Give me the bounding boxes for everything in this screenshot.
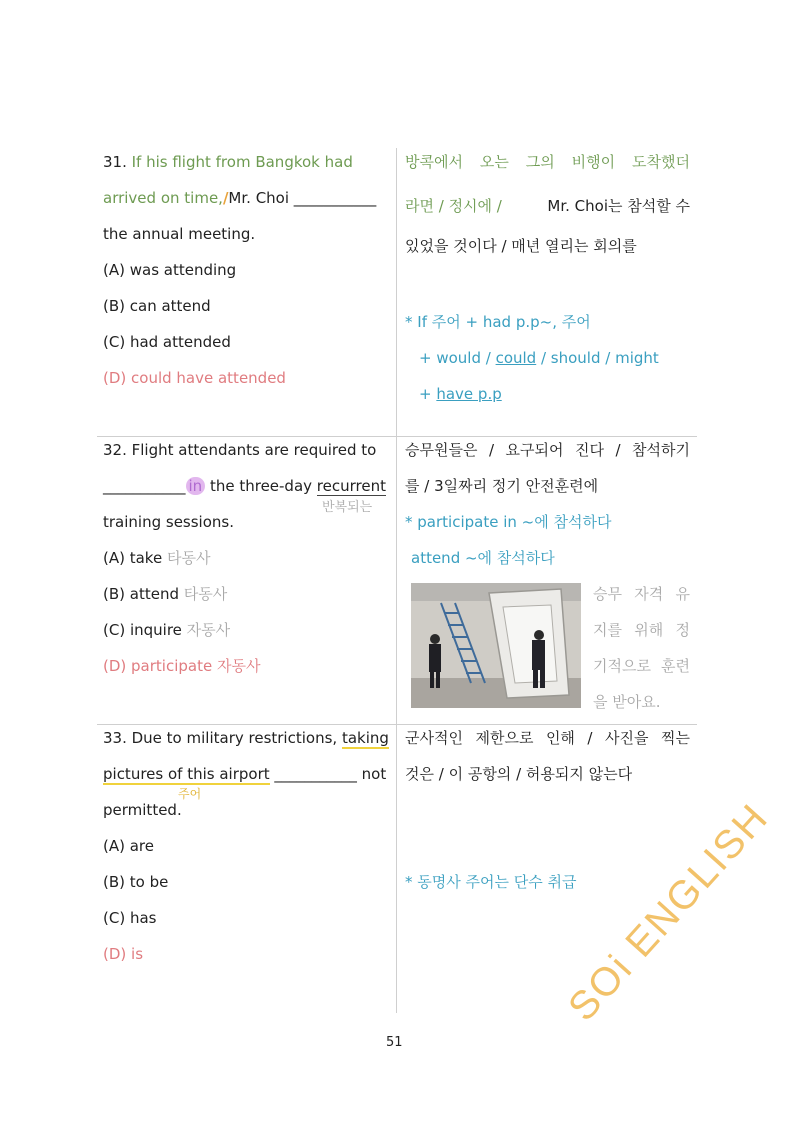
word: 제한으로 <box>475 729 534 747</box>
q32-line2 <box>103 476 386 496</box>
word: 유 <box>675 585 690 603</box>
word: 참석하기 <box>632 441 690 459</box>
highlight-in: in <box>186 477 206 495</box>
option-note: 자동사 <box>186 621 231 639</box>
photo-caption-line2 <box>593 620 690 640</box>
word: ___________ not <box>269 765 387 783</box>
photo-caption-line1 <box>593 584 690 604</box>
column-divider <box>396 148 397 1013</box>
word: 진다 <box>574 441 604 459</box>
row-divider-1 <box>97 436 697 437</box>
q31-line1 <box>103 152 353 172</box>
q31-option-d-answer: (D) could have attended <box>103 369 286 387</box>
option-note: 타동사 <box>166 549 211 567</box>
word: 군사적인 <box>405 729 463 747</box>
q31-translation-line3: 있었을 것이다 / 매년 열리는 회의를 <box>405 237 637 255</box>
handwritten-note-subject: 주어 <box>178 787 202 801</box>
word: 그의 <box>525 153 555 171</box>
q32-option-a <box>103 548 210 568</box>
underlined-recurrent: recurrent <box>316 477 386 495</box>
word: 요구되어 <box>505 441 564 459</box>
page-number: 51 <box>386 1035 403 1050</box>
word: 인해 <box>545 729 575 747</box>
q31-translation-line2 <box>405 196 690 216</box>
word: + would / <box>419 349 496 367</box>
word: the three-day <box>205 477 317 495</box>
q32-translation-line2: 를 / 3일짜리 정기 안전훈련에 <box>405 477 599 495</box>
word: / <box>587 729 593 747</box>
word: 지를 <box>593 621 622 639</box>
q31-grammar-note-2 <box>419 348 659 368</box>
word: 오는 <box>479 153 509 171</box>
word: / should / might <box>536 349 659 367</box>
option-text: (B) attend <box>103 585 179 603</box>
q31-blank-text: Mr. Choi ___________ <box>228 189 377 207</box>
watermark-logo: SOi ENGLISH <box>560 795 777 1030</box>
q33-option-d-answer: (D) is <box>103 945 144 963</box>
option-note: 타동사 <box>183 585 228 603</box>
underlined-subject: pictures of this airport <box>103 765 270 783</box>
q31-grammar-note-3 <box>419 384 502 404</box>
word: 자격 <box>634 585 664 603</box>
q31-line3: the annual meeting. <box>103 225 256 243</box>
word: 방콕에서 <box>405 153 463 171</box>
photo-caption-line3 <box>593 656 690 676</box>
option-text: (C) inquire <box>103 621 182 639</box>
word: 도착했더 <box>631 153 690 171</box>
word: Mr. Choi는 참석할 수 <box>547 197 690 215</box>
q31-grammar-note-1: * If 주어 + had p.p~, 주어 <box>405 313 591 331</box>
option-text: (D) participate <box>103 657 213 675</box>
photo-illustration <box>411 583 581 708</box>
q31-line2 <box>103 188 376 208</box>
q33-option-a: (A) are <box>103 837 154 855</box>
word: 위해 <box>634 621 664 639</box>
q31-condition-1: If his flight from Bangkok had <box>131 153 353 171</box>
photo-caption-line4: 을 받아요. <box>593 693 661 711</box>
word: / <box>615 441 621 459</box>
q33-line1 <box>103 728 389 748</box>
option-text: (A) take <box>103 549 163 567</box>
q31-number: 31. <box>103 153 132 171</box>
q32-line1: 32. Flight attendants are required to <box>103 441 377 459</box>
word: 훈련 <box>661 657 690 675</box>
word: 라면 / 정시에 / <box>405 197 502 215</box>
blank: ___________ <box>103 477 186 495</box>
q32-option-c <box>103 620 230 640</box>
q32-grammar-note-2: attend ~에 참석하다 <box>411 549 555 567</box>
q32-option-d-answer <box>103 656 260 676</box>
word: 33. Due to military restrictions, <box>103 729 342 747</box>
word: 정 <box>675 621 690 639</box>
word: 사진을 <box>604 729 649 747</box>
row-divider-2 <box>97 724 697 725</box>
q31-translation-line1 <box>405 152 690 172</box>
q32-option-b <box>103 584 227 604</box>
word: 비행이 <box>571 153 616 171</box>
q33-option-b: (B) to be <box>103 873 169 891</box>
word: + <box>419 385 437 403</box>
q32-grammar-note-1: * participate in ~에 참석하다 <box>405 513 612 531</box>
q33-translation-line2: 것은 / 이 공항의 / 허용되지 않는다 <box>405 765 633 783</box>
handwritten-note-recurrent: 반복되는 <box>322 500 373 515</box>
word: 기적으로 <box>593 657 651 675</box>
word: have p.p <box>436 385 502 403</box>
word: / <box>488 441 495 459</box>
word: 승무 <box>593 585 622 603</box>
q33-translation-line1 <box>405 728 690 748</box>
underlined-taking: taking <box>341 729 389 747</box>
q33-line3: permitted. <box>103 801 182 819</box>
q32-translation-line1 <box>405 440 690 460</box>
word: 승무원들은 <box>405 441 478 459</box>
q33-option-c: (C) has <box>103 909 157 927</box>
q31-condition-2: arrived on time, <box>103 189 223 207</box>
q31-option-c: (C) had attended <box>103 333 231 351</box>
q33-line2 <box>103 764 386 784</box>
slash-mark: / <box>222 189 229 207</box>
q33-grammar-note-1: * 동명사 주어는 단수 취급 <box>405 873 577 891</box>
q31-option-a: (A) was attending <box>103 261 237 279</box>
option-note: 자동사 <box>216 657 261 675</box>
cabin-door-training-photo <box>411 583 581 708</box>
word: could <box>495 349 537 367</box>
word: 찍는 <box>660 729 690 747</box>
q31-option-b: (B) can attend <box>103 297 211 315</box>
q32-line3: training sessions. <box>103 513 234 531</box>
